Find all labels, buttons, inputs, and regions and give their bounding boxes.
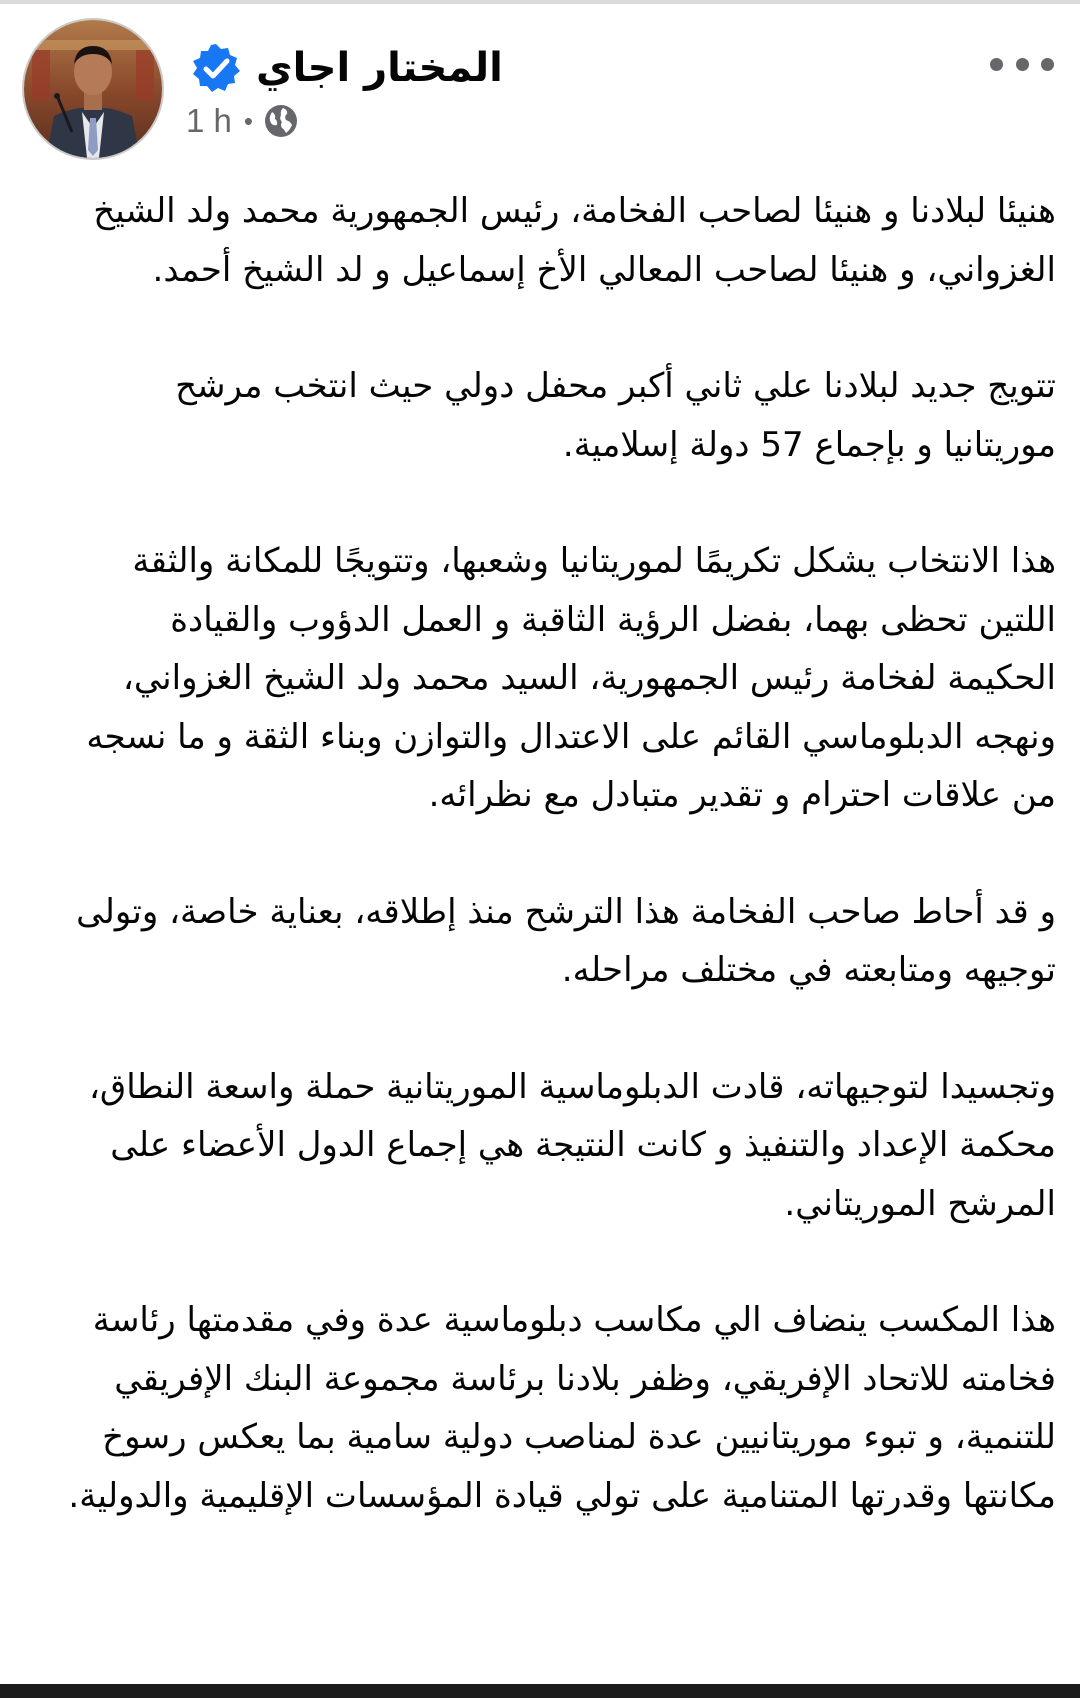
author-name[interactable]: المختار اجاي [256, 45, 503, 91]
more-options-icon [990, 58, 1003, 71]
meta-separator: • [243, 105, 253, 136]
post-timestamp[interactable]: 1 h [186, 102, 232, 139]
post-paragraph: و قد أحاط صاحب الفخامة هذا الترشح منذ إطلاقه، بعناية خاصة، وتولى توجيهه ومتابعته في مختلف مراحله. [76, 891, 1056, 990]
more-options-icon [1041, 58, 1054, 71]
post-paragraph: وتجسيدا لتوجيهاته، قادت الدبلوماسية الموريتانية حملة واسعة النطاق، محكمة الإعداد والتنفيذ و كانت النتيجة هي إجماع الدول الأعضاء على المرشح الموريتاني. [88, 1066, 1056, 1224]
author-row [190, 38, 503, 98]
post-paragraph: هذا المكسب ينضاف الي مكاسب دبلوماسية عدة وفي مقدمتها رئاسة فخامته للاتحاد الإفريقي، وظفر بلادنا برئاسة مجموعة البنك الإفريقي للتنمية، و تبوء موريتانيين عدة لمناصب دولية سامية بما يعكس رسوخ مكانتها وقدرتها المتنامية على تولي قيادة المؤسسات الإقليمية والدولية. [68, 1300, 1056, 1516]
post-paragraph: تتويج جديد لبلادنا علي ثاني أكبر محفل دولي حيث انتخب مرشح موريتانيا و بإجماع 57 دولة إسلامية. [175, 366, 1056, 465]
more-options-icon [1016, 58, 1029, 71]
post-paragraph: هنيئا لبلادنا و هنيئا لصاحب الفخامة، رئيس الجمهورية محمد ولد الشيخ الغزواني، و هنيئا لصاحب المعالي الأخ إسماعيل و لد الشيخ أحمد. [93, 191, 1056, 290]
bottom-edge [0, 1684, 1080, 1698]
verified-badge-icon [190, 42, 242, 94]
globe-icon[interactable] [263, 103, 299, 139]
avatar[interactable] [22, 18, 164, 160]
post-text [62, 182, 1056, 1583]
post-paragraph: هذا الانتخاب يشكل تكريمًا لموريتانيا وشعبها، وتتويجًا للمكانة والثقة اللتين تحظى بهما، بفضل الرؤية الثاقبة و العمل الدؤوب والقيادة الحكيمة لفخامة رئيس الجمهورية، السيد محمد ولد الشيخ الغزواني، ونهجه الدبلوماسي القائم على الاعتدال والتوازن وبناء الثقة و ما نسجه من علاقات احترام و تقدير متبادل مع نظرائه. [86, 541, 1056, 815]
post-meta [186, 96, 299, 146]
more-options-button[interactable] [990, 46, 1054, 82]
post-header [0, 4, 1080, 164]
